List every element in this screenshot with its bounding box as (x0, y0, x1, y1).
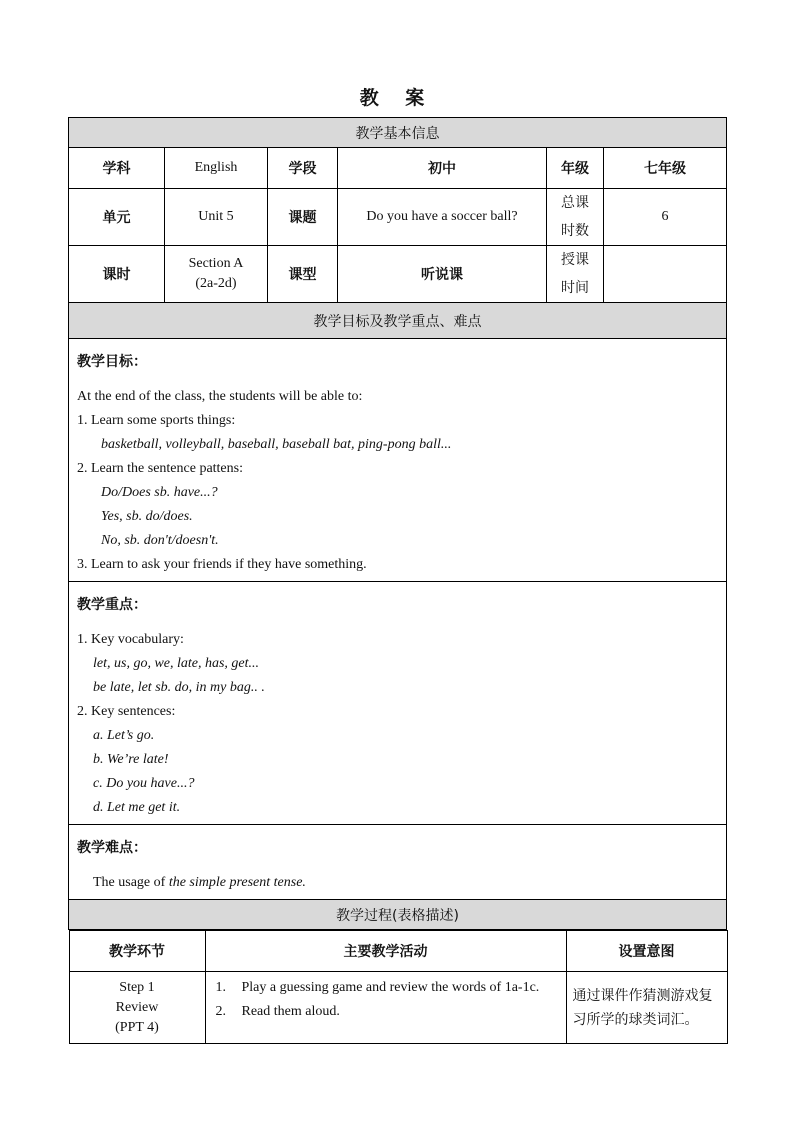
difficulty-section (69, 825, 727, 900)
goals-line: 2. Learn the sentence pattens: (77, 461, 243, 476)
process-column-headers (69, 931, 727, 972)
basic-info-header-row (69, 118, 727, 148)
topic-label: 课题 (268, 189, 338, 246)
process-table (69, 930, 728, 1044)
key-points-line: 2. Key sentences: (77, 704, 176, 719)
step-ppt: (PPT 4) (115, 1019, 159, 1035)
difficulty-prefix: The usage of (93, 875, 169, 890)
topic-value: Do you have a soccer ball? (338, 189, 547, 246)
key-points-line: 1. Key vocabulary: (77, 632, 184, 647)
grade-label: 年级 (547, 148, 604, 189)
total-hours-value: 6 (604, 189, 727, 246)
teaching-time-label-line2: 时间 (561, 280, 589, 296)
stage-label: 学段 (268, 148, 338, 189)
col-stage-header: 教学环节 (69, 931, 205, 972)
step-cell (69, 972, 205, 1044)
key-points-section (69, 582, 727, 825)
total-hours-label-line1: 总课 (561, 195, 589, 211)
info-row-unit (69, 189, 727, 246)
info-row-period (69, 246, 727, 303)
total-hours-label (547, 189, 604, 246)
activity-item (212, 1000, 560, 1024)
activity-num: 1. (215, 980, 226, 995)
difficulty-text (77, 871, 718, 895)
unit-label: 单元 (69, 189, 165, 246)
key-points-line: c. Do you have...? (93, 776, 195, 791)
period-value-line1: Section A (188, 256, 244, 271)
key-points-heading: 教学重点： (77, 597, 147, 613)
process-header-row (69, 900, 727, 930)
period-value-line2: (2a-2d) (195, 276, 237, 291)
difficulty-italic: the simple present tense. (168, 875, 306, 890)
difficulty-heading: 教学难点： (77, 840, 147, 856)
step-name: Review (115, 999, 159, 1015)
teaching-time-value (604, 246, 727, 303)
unit-value: Unit 5 (165, 189, 268, 246)
process-table-row (69, 930, 727, 1045)
process-header: 教学过程(表格描述) (69, 900, 727, 930)
key-points-line: be late, let sb. do, in my bag.. . (93, 680, 265, 695)
activity-cell (205, 972, 566, 1044)
col-activity-header: 主要教学活动 (205, 931, 566, 972)
objectives-header-row (69, 303, 727, 339)
goals-row (69, 339, 727, 582)
process-row-step1 (69, 972, 727, 1044)
col-intent-header: 设置意图 (566, 931, 727, 972)
goals-section (69, 339, 727, 582)
goals-line: Yes, sb. do/does. (101, 509, 193, 524)
goals-line: basketball, volleyball, baseball, baseball bat, ping-pong ball... (101, 437, 452, 452)
info-row-subject (69, 148, 727, 189)
activity-text: Play a guessing game and review the words of 1a-1c. (241, 980, 540, 995)
step-label: Step 1 (119, 979, 155, 995)
type-value: 听说课 (338, 246, 547, 303)
stage-value: 初中 (338, 148, 547, 189)
teaching-time-label-line1: 授课 (561, 252, 589, 268)
grade-value: 七年级 (604, 148, 727, 189)
goals-line: Do/Does sb. have...? (101, 485, 218, 500)
total-hours-label-line2: 时数 (561, 223, 589, 239)
activity-text: Read them aloud. (241, 1004, 340, 1019)
key-points-row (69, 582, 727, 825)
activity-item (212, 976, 560, 1000)
document-title: 教 案 (359, 87, 435, 109)
subject-label: 学科 (69, 148, 165, 189)
period-label: 课时 (69, 246, 165, 303)
goals-line: 1. Learn some sports things: (77, 413, 236, 428)
teaching-time-label (547, 246, 604, 303)
key-points-line: a. Let’s go. (93, 728, 155, 743)
period-value (165, 246, 268, 303)
key-points-line: let, us, go, we, late, has, get... (93, 656, 260, 671)
goals-line: At the end of the class, the students will be able to: (77, 389, 363, 404)
subject-value: English (165, 148, 268, 189)
type-label: 课型 (268, 246, 338, 303)
activity-num: 2. (215, 1004, 226, 1019)
intent-cell: 通过课件作猜测游戏复习所学的球类词汇。 (566, 972, 727, 1044)
key-points-line: b. We’re late! (93, 752, 169, 767)
goals-heading: 教学目标： (77, 354, 147, 370)
difficulty-row (69, 825, 727, 900)
objectives-header: 教学目标及教学重点、难点 (69, 303, 727, 339)
lesson-plan-table (68, 117, 727, 1044)
goals-line: No, sb. don't/doesn't. (101, 533, 219, 548)
goals-line: 3. Learn to ask your friends if they have something. (77, 557, 367, 572)
key-points-line: d. Let me get it. (93, 800, 181, 815)
basic-info-header: 教学基本信息 (69, 118, 727, 148)
